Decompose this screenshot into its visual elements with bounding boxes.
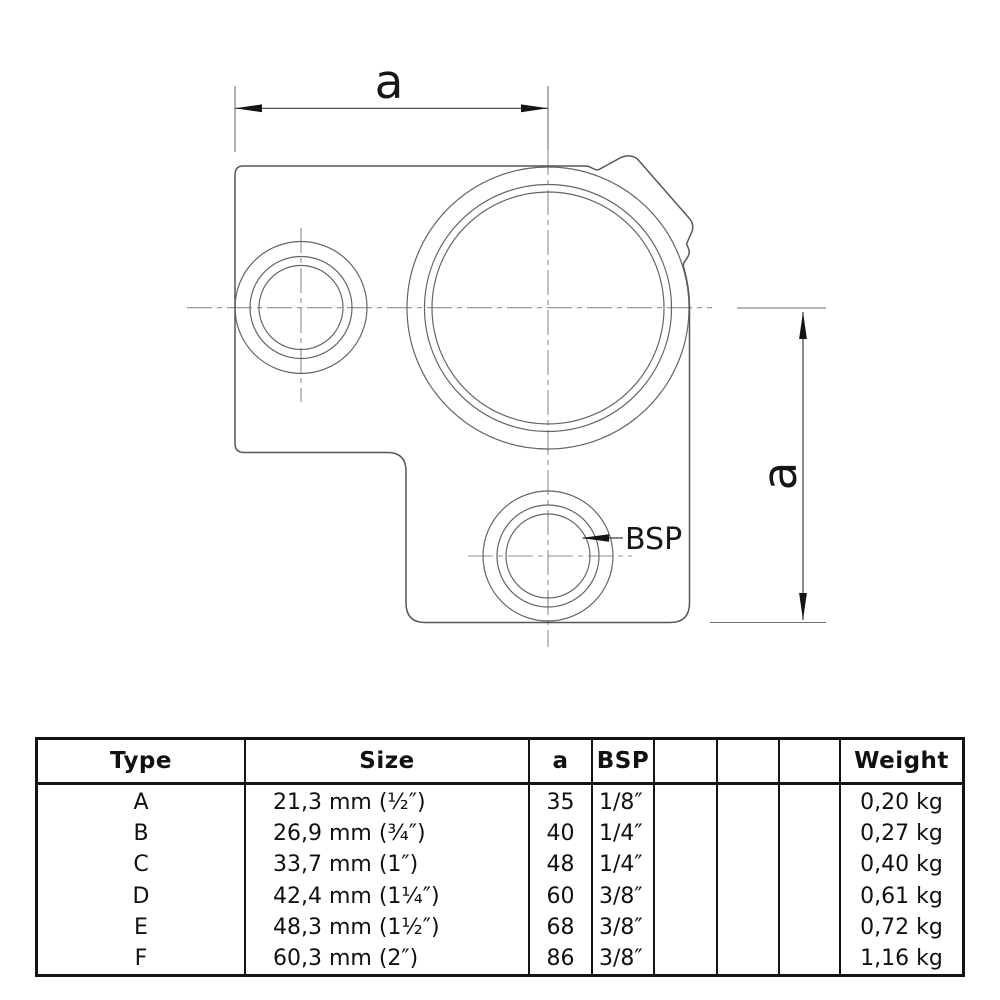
cell-weight: 0,20 kg [860,790,943,815]
cell-size: 26,9 mm (¾″) [273,821,426,847]
cell-bsp: 3/8″ [599,914,643,940]
column-size [244,785,528,974]
cell-type: F [134,945,148,971]
header-weight: Weight [839,740,962,785]
header-type: Type [38,740,244,785]
right-dim-arrow-down-icon [799,593,807,620]
right-dim-label: a [753,461,808,491]
column-empty-1 [653,785,716,974]
cell-size: 42,4 mm (1¼″) [273,883,440,909]
cell-bsp: 1/4″ [599,852,643,878]
cell-weight: 0,61 kg [860,883,943,909]
column-type [38,785,244,974]
cell-type: B [133,821,149,847]
cell-type: C [133,852,149,878]
cell-weight: 1,16 kg [860,945,943,971]
top-dim-arrow-left-icon [235,104,262,112]
cell-size: 60,3 mm (2″) [273,945,419,971]
cell-size: 21,3 mm (½″) [273,790,426,815]
header-a: a [528,740,591,785]
cell-a: 68 [546,914,575,940]
top-dim-label: a [374,55,404,110]
bsp-label: BSP [625,522,683,557]
cell-bsp: 1/8″ [599,790,643,815]
cell-type: A [133,790,149,815]
cell-bsp: 3/8″ [599,945,643,971]
header-empty-1 [653,740,716,785]
column-empty-3 [778,785,839,974]
cell-size: 33,7 mm (1″) [273,852,419,878]
header-empty-2 [716,740,778,785]
cell-size: 48,3 mm (1½″) [273,914,440,940]
header-size: Size [244,740,528,785]
column-bsp [591,785,653,974]
spec-table [35,737,965,977]
cell-a: 60 [546,883,575,909]
column-a [528,785,591,974]
cell-bsp: 1/4″ [599,821,643,847]
cell-a: 40 [546,821,575,847]
cell-type: E [134,914,148,940]
top-dim-arrow-right-icon [521,104,548,112]
cell-weight: 0,40 kg [860,852,943,878]
header-bsp: BSP [591,740,653,785]
cell-bsp: 3/8″ [599,883,643,909]
cell-type: D [132,883,150,909]
cell-weight: 0,72 kg [860,914,943,940]
cell-a: 48 [546,852,575,878]
right-dim-arrow-up-icon [799,312,807,339]
header-empty-3 [778,740,839,785]
cell-a: 86 [546,945,575,971]
column-weight [839,785,962,974]
column-empty-2 [716,785,778,974]
cell-weight: 0,27 kg [860,821,943,847]
cell-a: 35 [546,790,575,815]
